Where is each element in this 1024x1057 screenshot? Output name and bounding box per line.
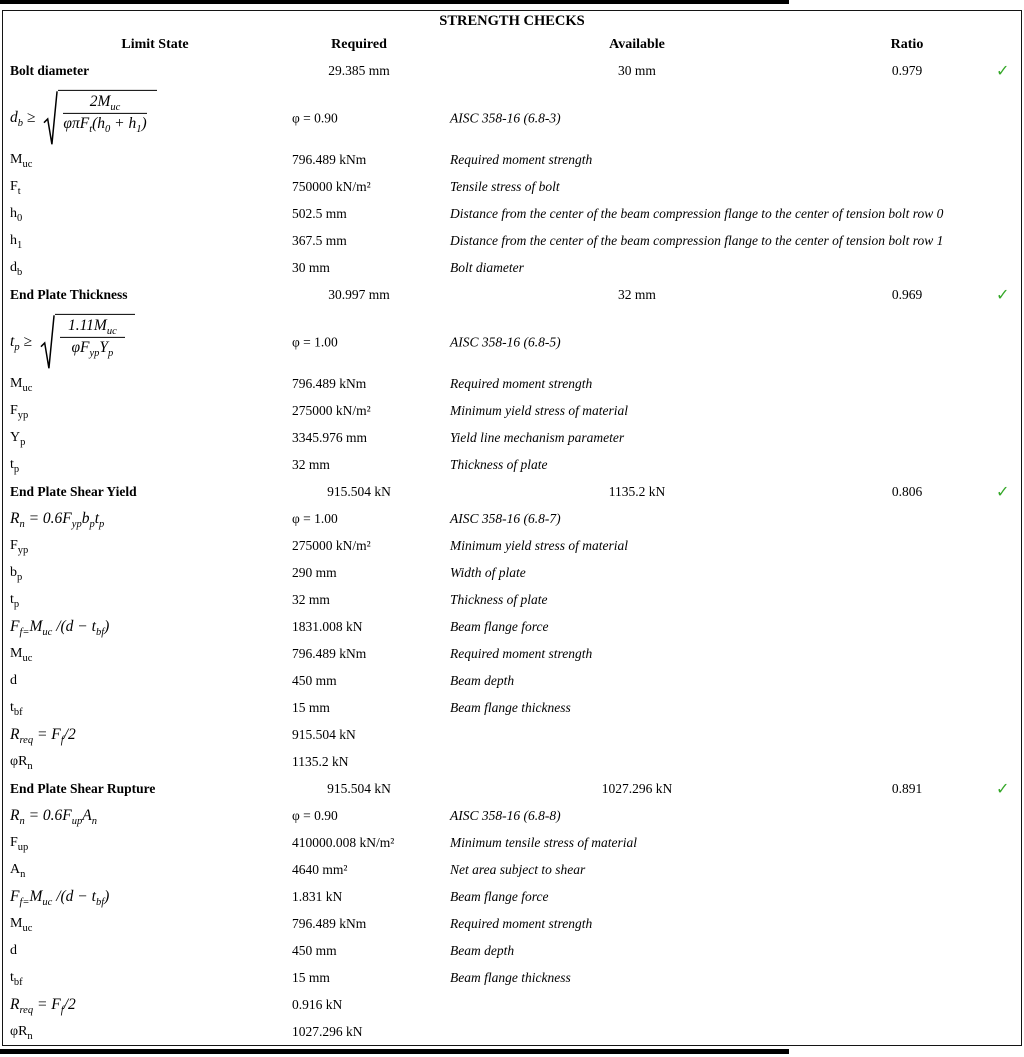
parameter-symbol: $M_{uc}$ [10,646,33,664]
param-description: Beam flange force [450,889,549,904]
strength-checks-table [2,10,1022,1048]
square-root [43,90,156,146]
table-row-parameter [2,373,1022,400]
radical-sign-icon [40,314,55,370]
limit-state-label: Bolt diameter [10,63,90,78]
formula-lhs: $t_p$ ≥ [10,333,32,354]
value-and-description [292,206,943,222]
value-and-description [292,619,548,635]
param-description: Minimum tensile stress of material [450,835,637,850]
value-and-description [292,179,560,195]
parameter-symbol: $A_n$ [10,862,26,880]
table-header-row [2,34,1022,60]
table-row-limit-state [2,60,1022,87]
value-and-description [292,152,592,168]
page-break-line-top [0,0,789,4]
param-description: Beam flange force [450,619,549,634]
table-row-formula [2,508,1022,535]
pass-check-icon: ✓ [996,779,1010,798]
required-value: 915.504 kN [327,484,391,499]
ratio-value: 0.891 [891,781,923,796]
value-and-description [292,970,571,986]
param-value: 15 mm [292,970,330,985]
param-value: 410000.008 kN/m² [292,835,395,850]
table-row-parameter [2,670,1022,697]
param-value: 1027.296 kN [292,1024,363,1039]
value-and-description [292,700,571,716]
param-description: Required moment strength [450,376,593,391]
param-value: 796.489 kNm [292,376,367,391]
table-row-parameter [2,230,1022,257]
table-row-formula [2,805,1022,832]
radicand-fraction [55,314,135,370]
parameter-symbol: d [10,673,17,688]
param-description: Distance from the center of the beam compression flange to the center of tension bolt row 0 [450,206,944,221]
formula-expression [10,90,157,146]
value-and-description [292,916,592,932]
pass-check-icon: ✓ [996,285,1010,304]
value-and-description [292,1024,450,1040]
table-row-limit-state [2,778,1022,805]
param-value: 290 mm [292,565,337,580]
radical-sign [40,314,55,370]
table-row-formula [2,87,1022,149]
parameter-symbol: $F_{up}$ [10,835,29,853]
square-root [40,314,135,370]
parameter-symbol: $t_{bf}$ [10,700,23,718]
param-value: φ = 0.90 [292,808,338,823]
param-description: AISC 358-16 (6.8-7) [450,511,561,526]
table-row-parameter [2,967,1022,994]
table-row-limit-state [2,481,1022,508]
value-and-description [292,889,548,905]
fraction-numerator: $2M_{uc}$ [63,93,146,114]
param-value: 275000 kN/m² [292,538,371,553]
parameter-symbol: $M_{uc}$ [10,152,33,170]
param-value: 275000 kN/m² [292,403,371,418]
parameter-symbol: $F_t$ [10,179,21,197]
available-value: 1027.296 kN [601,781,673,796]
param-value: 450 mm [292,673,337,688]
param-description: Beam depth [450,943,515,958]
formula-expression [10,314,135,370]
value-and-description [292,376,592,392]
limit-state-label: End Plate Shear Rupture [10,781,156,796]
param-value: 1135.2 kN [292,754,349,769]
ratio-value: 0.969 [891,287,923,302]
table-row-parameter [2,643,1022,670]
parameter-symbol: $F_{yp}$ [10,538,29,556]
ratio-value: 0.979 [891,63,923,78]
param-value: 1831.008 kN [292,619,363,634]
formula-expression: $R_{req} = F_f/2$ [10,996,76,1017]
required-value: 29.385 mm [328,63,390,78]
value-and-description [292,565,526,581]
table-row-parameter [2,1021,1022,1048]
table-row-parameter [2,832,1022,859]
parameter-symbol: $\varphi R_n$ [10,1024,33,1042]
value-and-description [292,430,624,446]
column-header-limit-state: Limit State [121,37,189,52]
table-row-formula [2,616,1022,643]
parameter-symbol: d [10,943,17,958]
parameter-symbol: $\varphi R_n$ [10,754,33,772]
radicand-fraction [58,90,156,146]
parameter-symbol: $t_p$ [10,592,20,610]
value-and-description [292,335,561,351]
parameter-symbol: $t_{bf}$ [10,970,23,988]
parameter-symbol: $Y_p$ [10,430,26,448]
param-description: Width of plate [450,565,526,580]
limit-state-label: End Plate Thickness [10,287,128,302]
value-and-description [292,260,524,276]
table-row-parameter [2,427,1022,454]
value-and-description [292,997,450,1013]
param-value: φ = 1.00 [292,511,338,526]
value-and-description [292,943,514,959]
available-value: 1135.2 kN [608,484,666,499]
param-description: Required moment strength [450,646,593,661]
available-value: 32 mm [618,287,656,302]
param-value: 15 mm [292,700,330,715]
param-value: 3345.976 mm [292,430,368,445]
parameter-symbol: $h_1$ [10,233,23,251]
param-description: Beam flange thickness [450,970,571,985]
value-and-description [292,727,450,743]
param-description: Beam depth [450,673,515,688]
fraction-denominator: $\varphi\pi F_t(h_0 + h_1)$ [63,114,147,135]
pass-check-icon: ✓ [996,61,1010,80]
param-value: 502.5 mm [292,206,347,221]
limit-state-label: End Plate Shear Yield [10,484,137,499]
parameter-symbol: $M_{uc}$ [10,916,33,934]
table-row-parameter [2,203,1022,230]
table-row-parameter [2,697,1022,724]
table-row-parameter [2,589,1022,616]
table-row-parameter [2,535,1022,562]
column-header-required: Required [331,37,387,52]
param-value: 915.504 kN [292,727,356,742]
param-value: 1.831 kN [292,889,343,904]
table-row-parameter [2,400,1022,427]
formula-expression: $F_{f=}M_{uc}$ $/(d - t_{bf})$ [10,888,110,909]
param-description: Minimum yield stress of material [450,403,628,418]
table-row-parameter [2,149,1022,176]
page-break-line-bottom [0,1049,789,1054]
fraction-denominator: $\varphi F_{yp}Y_p$ [71,338,114,359]
param-description: Thickness of plate [450,457,548,472]
formula-lhs: $d_b$ ≥ [10,109,36,130]
value-and-description [292,538,628,554]
required-value: 915.504 kN [327,781,391,796]
value-and-description [292,835,637,851]
parameter-symbol: $F_{yp}$ [10,403,29,421]
parameter-symbol: $b_p$ [10,565,23,583]
formula-expression: $R_{req} = F_f/2$ [10,726,76,747]
param-value: 4640 mm² [292,862,348,877]
table-row-formula [2,886,1022,913]
table-row-limit-state [2,284,1022,311]
fraction-numerator: $1.11M_{uc}$ [60,317,125,338]
table-row-parameter [2,176,1022,203]
table-rows [2,60,1022,1048]
value-and-description [292,754,450,770]
param-description: AISC 358-16 (6.8-5) [450,334,561,350]
param-description: AISC 358-16 (6.8-8) [450,808,561,823]
required-value: 30.997 mm [328,287,390,302]
table-row-formula [2,311,1022,373]
parameter-symbol: $M_{uc}$ [10,376,33,394]
param-value: 0.916 kN [292,997,343,1012]
param-value: 796.489 kNm [292,646,367,661]
param-description: Net area subject to shear [450,862,586,877]
table-row-parameter [2,751,1022,778]
param-description: Required moment strength [450,152,593,167]
table-title: STRENGTH CHECKS [439,13,585,29]
param-description: Bolt diameter [450,260,524,275]
param-description: AISC 358-16 (6.8-3) [450,110,561,126]
param-value: φ = 1.00 [292,334,338,350]
column-header-available: Available [609,37,665,52]
param-value: 32 mm [292,592,330,607]
table-row-parameter [2,454,1022,481]
value-and-description [292,808,561,824]
pass-check-icon: ✓ [996,482,1010,501]
formula-expression: $R_n = 0.6F_{up}A_n$ [10,807,97,828]
value-and-description [292,646,592,662]
table-row-parameter [2,859,1022,886]
value-and-description [292,673,514,689]
table-row-parameter [2,940,1022,967]
param-value: 750000 kN/m² [292,179,371,194]
value-and-description [292,457,548,473]
param-description: Beam flange thickness [450,700,571,715]
value-and-description [292,111,561,127]
value-and-description [292,403,628,419]
value-and-description [292,862,585,878]
param-description: Yield line mechanism parameter [450,430,625,445]
parameter-symbol: $d_b$ [10,260,23,278]
param-value: 32 mm [292,457,330,472]
param-description: Tensile stress of bolt [450,179,560,194]
param-value: 796.489 kNm [292,916,367,931]
param-value: φ = 0.90 [292,110,338,126]
param-value: 796.489 kNm [292,152,367,167]
parameter-symbol: $t_p$ [10,457,20,475]
value-and-description [292,592,548,608]
param-description: Required moment strength [450,916,593,931]
formula-expression: $F_{f=}M_{uc}$ $/(d - t_{bf})$ [10,618,110,639]
formula-expression: $R_n = 0.6F_{yp}b_pt_p$ [10,510,105,531]
parameter-symbol: $h_0$ [10,206,23,224]
table-row-parameter [2,257,1022,284]
param-value: 30 mm [292,260,330,275]
value-and-description [292,511,561,527]
param-description: Minimum yield stress of material [450,538,628,553]
available-value: 30 mm [618,63,656,78]
param-value: 450 mm [292,943,337,958]
table-row-formula [2,994,1022,1021]
table-row-parameter [2,562,1022,589]
table-row-parameter [2,913,1022,940]
param-value: 367.5 mm [292,233,347,248]
radical-sign [43,90,58,146]
param-description: Thickness of plate [450,592,548,607]
radical-sign-icon [43,90,58,146]
value-and-description [292,233,943,249]
ratio-value: 0.806 [891,484,923,499]
param-description: Distance from the center of the beam compression flange to the center of tension bolt row 1 [450,233,944,248]
table-row-formula [2,724,1022,751]
column-header-ratio: Ratio [890,37,924,52]
